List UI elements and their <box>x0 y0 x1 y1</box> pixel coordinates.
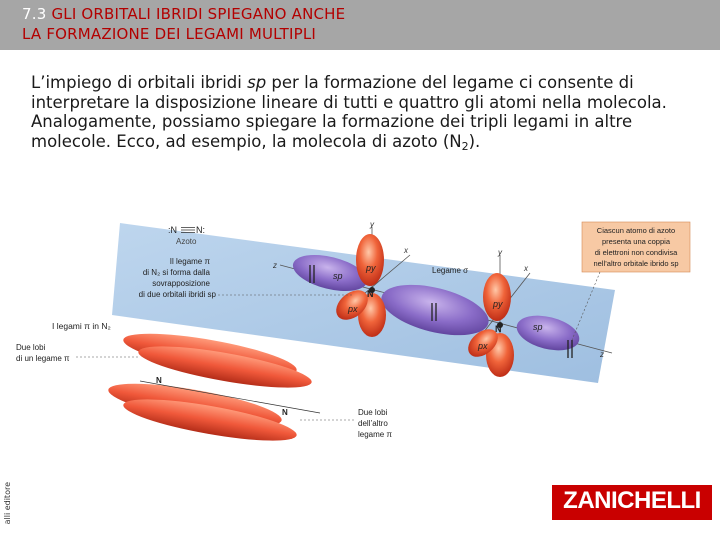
title-bar <box>0 0 720 50</box>
label-px-right: px <box>478 341 488 351</box>
title-line-2: LA FORMAZIONE DEI LEGAMI MULTIPLI <box>22 25 317 43</box>
axis-x-left: x <box>404 246 408 255</box>
box-line-3: di elettroni non condivisa <box>594 248 678 257</box>
box-line-4: nell’altro orbitale ibrido sp <box>593 259 679 268</box>
title-line-1 <box>22 5 345 23</box>
note-pi-line-2: di N₂ si forma dalla <box>142 268 210 277</box>
label-other-lobes-3: legame π <box>358 430 392 439</box>
note-pi-line-4: di due orbitali ibridi sp <box>138 290 216 299</box>
axis-z-right: z <box>600 350 604 359</box>
nitrogen-orbital-diagram <box>0 215 720 470</box>
axis-x-right: x <box>524 264 528 273</box>
label-two-lobes-2: di un legame π <box>16 354 70 363</box>
note-pi-line-1: Il legame π <box>169 257 210 266</box>
label-sigma-bond: Legame σ <box>432 266 469 275</box>
pi-n-right: N <box>282 408 288 417</box>
axis-y-right: y <box>498 248 502 257</box>
axis-y-left: y <box>370 220 374 229</box>
label-py-left: py <box>366 263 376 273</box>
p1-text-a: L’impiego di orbitali ibridi <box>31 73 248 92</box>
label-px-left: px <box>348 304 358 314</box>
axis-z-left: z <box>273 261 277 270</box>
lewis-n-left: :N <box>168 225 177 235</box>
title-line-1-text: GLI ORBITALI IBRIDI SPIEGANO ANCHE <box>51 5 346 23</box>
box-line-1: Ciascun atomo di azoto <box>596 226 676 235</box>
p2-text-b: ). <box>468 131 481 151</box>
p2-text-a: Analogamente, possiamo spiegare la formazione dei tripli legami in altre molecole. Ecco, ad esempio, la molecola di azoto (N <box>31 112 633 151</box>
note-pi-line-3: sovrapposizione <box>152 279 210 288</box>
label-sp-left: sp <box>333 271 343 281</box>
lewis-n-right: N: <box>196 225 205 235</box>
label-azoto: Azoto <box>176 237 197 246</box>
py-lobe-left-top <box>356 234 384 286</box>
publisher-logo-bar <box>552 517 712 520</box>
box-line-2: presenta una coppia <box>602 237 670 246</box>
paragraph-1 <box>31 73 711 112</box>
label-py-right: py <box>493 299 503 309</box>
p1-text-b: per la formazione del legame ci consente di interpretare la disposizione lineare di tutti e quattro gli atomi nella molecola. <box>31 73 667 112</box>
publisher-logo: ZANICHELLI <box>552 485 712 517</box>
label-sp-right: sp <box>533 322 543 332</box>
paragraph-2 <box>31 112 711 156</box>
label-n-left: N <box>367 289 374 299</box>
label-two-lobes-1: Due lobi <box>16 343 46 352</box>
section-number: 7.3 <box>22 5 47 23</box>
publisher-side-note: alli editore <box>3 482 12 525</box>
label-other-lobes-1: Due lobi <box>358 408 388 417</box>
p2-subscript: 2 <box>461 139 469 153</box>
pi-n-left: N <box>156 376 162 385</box>
body-text <box>31 73 711 156</box>
label-pi-bonds: I legami π in N₂ <box>52 321 111 331</box>
pi-bond-lobes <box>106 325 314 449</box>
label-other-lobes-2: dell’altro <box>358 419 388 428</box>
py-lobe-right-top <box>483 273 511 321</box>
p1-italic: sp <box>247 73 267 92</box>
label-n-right: N <box>495 324 502 334</box>
